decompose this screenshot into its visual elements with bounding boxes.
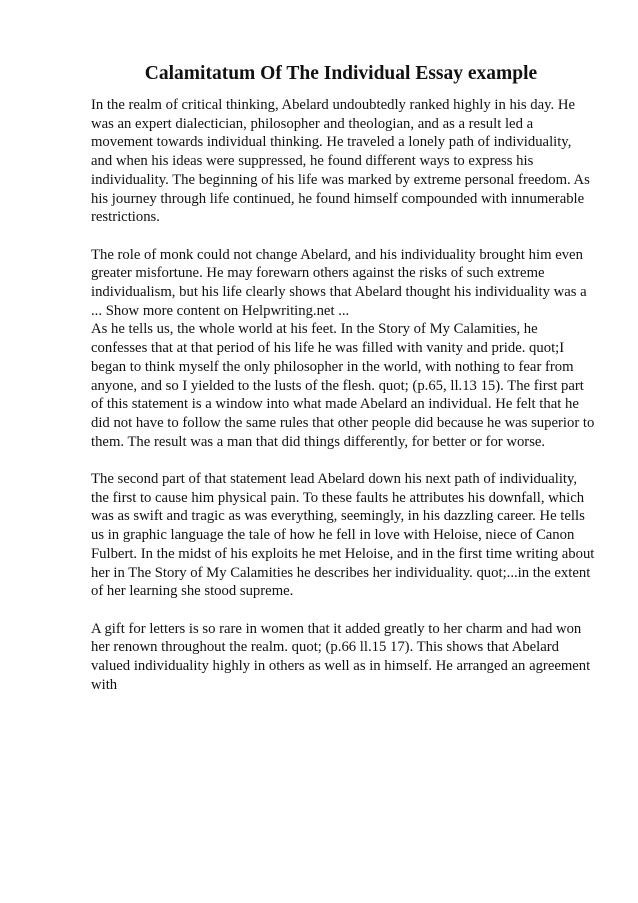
text-line: us in graphic language the tale of how he fell in love with Heloise, niece of Canon (91, 527, 575, 544)
text-line: The role of monk could not change Abelard, and his individuality brought him even (91, 246, 583, 263)
text-line: and when his ideas were suppressed, he found different ways to express his (91, 153, 534, 170)
text-line: with (91, 676, 118, 693)
text-line: movement towards individual thinking. He traveled a lonely path of individuality, (91, 134, 572, 151)
text-line: In the realm of critical thinking, Abelard undoubtedly ranked highly in his day. He (91, 97, 576, 113)
paragraph-gap (91, 227, 591, 246)
text-line: As he tells us, the whole world at his feet. In the Story of My Calamities, he (91, 321, 538, 338)
paragraph-4 (91, 620, 591, 695)
text-line: her in The Story of My Calamities he describes her individuality. quot;...in the extent (91, 564, 591, 581)
essay-title: Calamitatum Of The Individual Essay example (144, 63, 538, 84)
paragraph-1 (91, 96, 591, 227)
text-line: Fulbert. In the midst of his exploits he met Heloise, and in the first time writing about (91, 545, 595, 562)
paragraph-gap (91, 601, 591, 620)
text-line: individuality. The beginning of his life was marked by extreme personal freedom. As (91, 171, 590, 188)
text-line: of her learning she stood supreme. (91, 583, 294, 600)
text-line: the first to cause him physical pain. To these faults he attributes his downfall, which (91, 489, 585, 506)
text-line: began to think myself the only philosopher in the world, with nothing to fear from (91, 358, 574, 375)
text-line: of this statement is a window into what made Abelard an individual. He felt that he (91, 396, 579, 413)
text-line: them. The result was a man that did things differently, for better or for worse. (91, 433, 546, 450)
text-line: anyone, and so I yielded to the lusts of the flesh. quot; (p.65, ll.13 15). The first part (91, 377, 584, 394)
text-line: his journey through life continued, he found himself compounded with innumerable (91, 190, 585, 207)
text-line: valued individuality highly in others as well as in himself. He arranged an agreement (91, 658, 591, 675)
text-line: greater misfortune. He may forewarn others against the risks of such extreme (91, 265, 545, 282)
paragraph-2 (91, 246, 595, 452)
paragraph-gap (91, 451, 591, 470)
essay-content (91, 62, 595, 694)
paragraph-3 (91, 470, 595, 601)
text-line: did not have to follow the same rules that other people did because he was superior to (91, 414, 595, 431)
text-line: was an expert dialectician, philosopher and theologian, and as a result led a (91, 115, 534, 132)
text-line: her renown throughout the realm. quot; (p.66 ll.15 17). This shows that Abelard (91, 639, 560, 656)
text-line: restrictions. (91, 209, 160, 226)
text-line: A gift for letters is so rare in women that it added greatly to her charm and had won (91, 620, 582, 637)
text-line: The second part of that statement lead Abelard down his next path of individuality, (91, 471, 578, 488)
show-more-line: ... Show more content on Helpwriting.net ... (91, 302, 350, 319)
text-line: was as swift and tragic as was everything, seemingly, in his dazzling career. He tells (91, 508, 585, 525)
text-line: confesses that at that period of his life he was filled with vanity and pride. quot;I (91, 340, 565, 357)
text-line: individualism, but his life clearly shows that Abelard thought his individuality was a (91, 284, 587, 301)
